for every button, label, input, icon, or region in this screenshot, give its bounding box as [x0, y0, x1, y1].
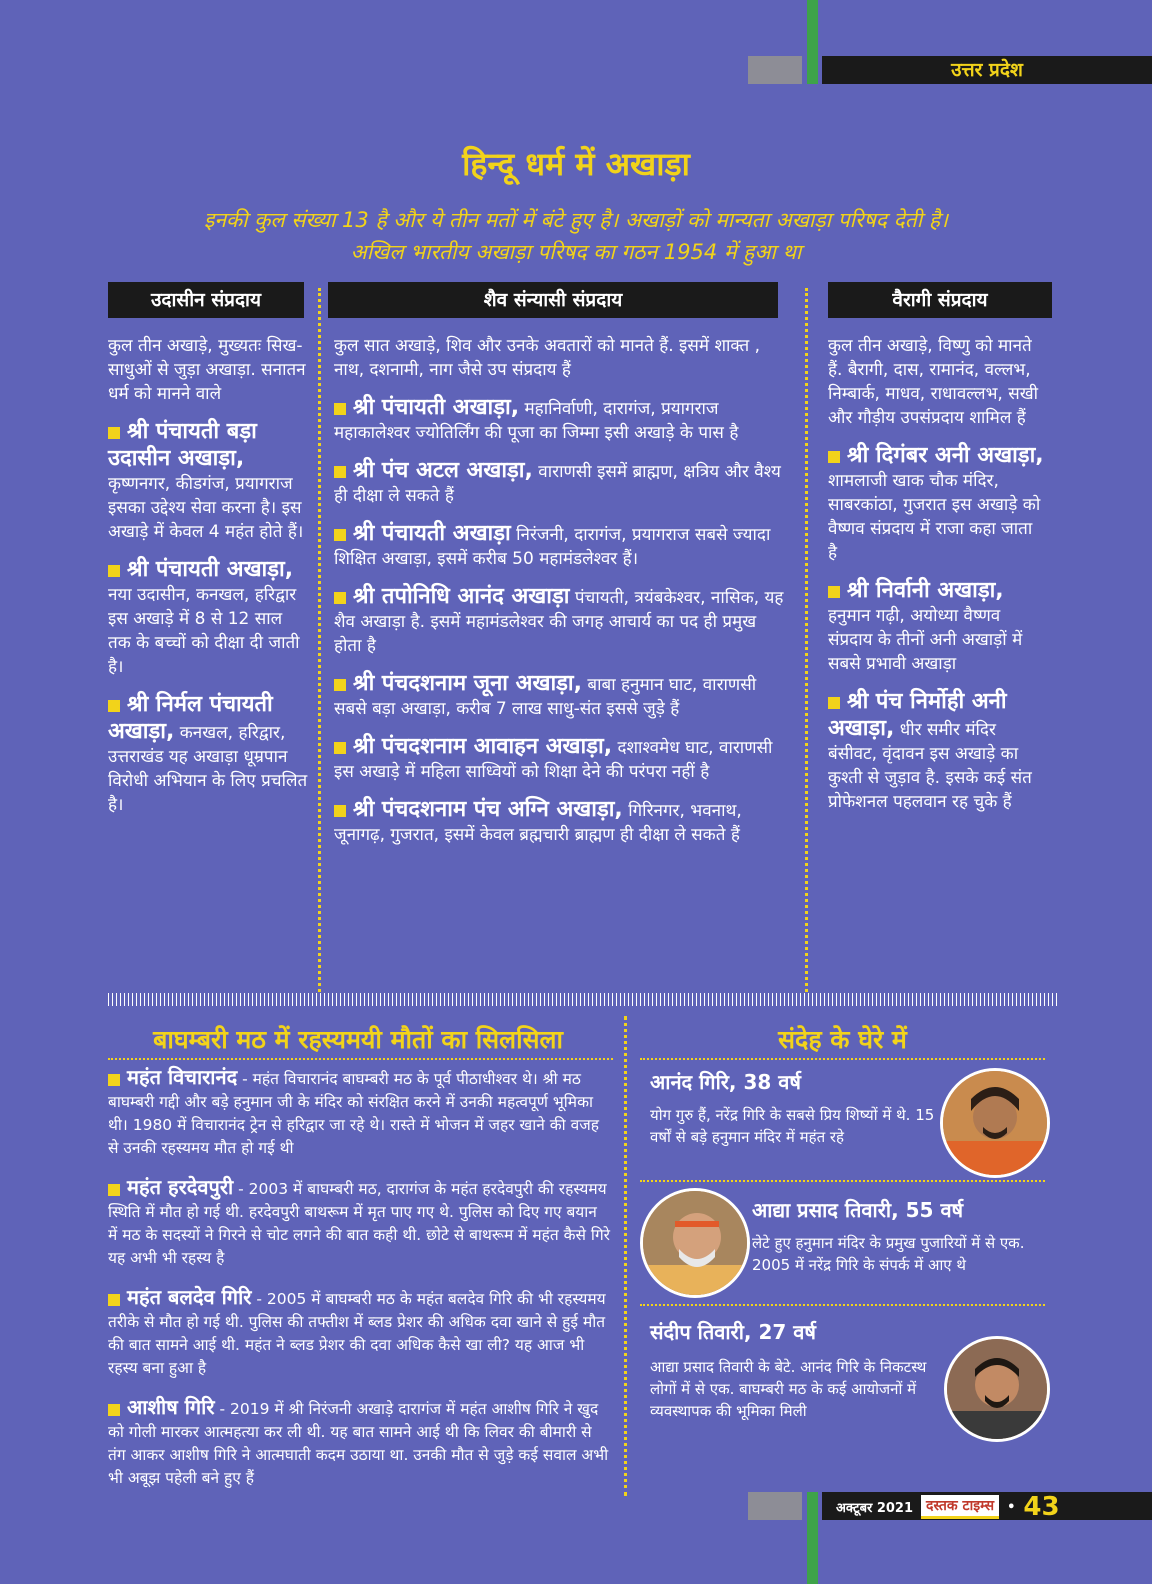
state-tag: उत्तर प्रदेश — [822, 56, 1152, 84]
magazine-logo: दस्तक टाइम्स — [921, 1495, 999, 1519]
shaiv-intro: कुल सात अखाड़े, शिव और उनके अवतारों को मानते हैं. इसमें शाक्त , नाथ, दशनामी, नाग जैसे उप संप्रदाय हैं — [334, 336, 761, 380]
akhada-item — [828, 577, 1046, 676]
death-name: महंत विचारानंद — [127, 1065, 238, 1089]
suspect-1-photo — [940, 1068, 1050, 1178]
suspect-1-name: आनंद गिरि, 38 वर्ष — [650, 1070, 801, 1094]
akhada-desc: बाबा हनुमान घाट, वाराणसी सबसे बड़ा अखाड़ा, करीब 7 लाख साधु-संत इससे जुड़े हैं — [334, 675, 757, 719]
akhada-item — [108, 691, 308, 817]
akhada-desc: धीर समीर मंदिर बंसीवट, वृंदावन इस अखाड़े का कुश्ती से जुड़ाव है. इसके कई संत प्रोफेशनल पहलवान रह चुके हैं — [828, 720, 1032, 812]
vairagi-column — [828, 334, 1046, 826]
akhada-desc: पंचायती, त्रयंबकेश्वर, नासिक, यह शैव अखाड़ा है. इसमें महामंडलेश्वर की जगह आचार्य का पद ही प्रमुख होता है — [334, 588, 784, 656]
page-number: 43 — [1023, 1492, 1060, 1522]
death-item — [108, 1284, 610, 1380]
suspect-rule-2 — [640, 1304, 1045, 1306]
bullet-square-icon — [334, 742, 346, 754]
bottom-divider — [624, 1016, 627, 1496]
suspect-3-name: संदीप तिवारी, 27 वर्ष — [650, 1320, 816, 1344]
bottom-green-bar — [807, 1492, 818, 1584]
akhada-desc: गिरिनगर, भवनाथ, जूनागढ़, गुजरात, इसमें केवल ब्रह्मचारी ब्राह्मण ही दीक्षा ले सकते हैं — [334, 801, 742, 845]
bullet-square-icon — [108, 565, 120, 577]
death-item — [108, 1394, 610, 1490]
bullet-square-icon — [108, 1294, 120, 1306]
akhada-desc: निरंजनी, दारागंज, प्रयागराज सबसे ज्यादा शिक्षित अखाड़ा, इसमें करीब 50 महामंडलेश्वर हैं। — [334, 525, 771, 569]
bullet-square-icon — [334, 679, 346, 691]
bullet-square-icon — [334, 466, 346, 478]
death-item — [108, 1174, 610, 1270]
bullet-square-icon — [828, 697, 840, 709]
deaths-title-rule — [108, 1058, 613, 1060]
akhada-name: श्री पंचायती बड़ा उदासीन अखाड़ा, — [108, 419, 257, 471]
shaiv-header: शैव संन्यासी संप्रदाय — [328, 282, 778, 318]
bullet-square-icon — [108, 700, 120, 712]
vairagi-intro: कुल तीन अखाड़े, विष्णु को मानते हैं. बैरागी, दास, रामानंद, वल्लभ, निम्बार्क, माधव, राधावल्लभ, सखी और गौड़ीय उपसंप्रदाय शामिल हैं — [828, 336, 1039, 428]
suspect-2-desc: लेटे हुए हनुमान मंदिर के प्रमुख पुजारियों में से एक. 2005 में नरेंद्र गिरि के संपर्क में आए थे — [752, 1234, 1025, 1274]
bullet-square-icon — [334, 403, 346, 415]
footer-gray-box — [748, 1492, 802, 1520]
suspect-rule-1 — [640, 1180, 1045, 1182]
akhada-item — [334, 520, 784, 571]
udasin-intro: कुल तीन अखाड़े, मुख्यतः सिख-साधुओं से जुड़ा अखाड़ा. सनातन धर्म को मानने वाले — [108, 336, 306, 404]
akhada-name: श्री पंचायती अखाड़ा, — [353, 395, 520, 420]
akhada-item — [828, 442, 1046, 565]
bullet-square-icon — [828, 586, 840, 598]
column-divider-2 — [805, 288, 808, 992]
shaiv-column — [334, 334, 784, 859]
intro-text — [100, 204, 1052, 268]
suspect-1-desc: योग गुरु हैं, नरेंद्र गिरि के सबसे प्रिय शिष्यों में थे. 15 वर्षों से बड़े हनुमान मंदिर में महंत रहे — [650, 1106, 935, 1146]
footer-bullet: • — [1007, 1499, 1016, 1515]
issue-date: अक्टूबर 2021 — [836, 1501, 914, 1516]
death-name: महंत बलदेव गिरि — [127, 1285, 252, 1309]
akhada-desc: शामलाजी खाक चौक मंदिर, साबरकांठा, गुजरात इस अखाड़े को वैष्णव संप्रदाय में राजा कहा जाता है — [828, 471, 1041, 563]
bullet-square-icon — [108, 1074, 120, 1086]
akhada-desc: कनखल, हरिद्वार, उत्तराखंड यह अखाड़ा धूम्रपान विरोधी अभियान के लिए प्रचलित है। — [108, 723, 308, 815]
akhada-item — [334, 733, 784, 784]
akhada-name: श्री पंचदशनाम जूना अखाड़ा, — [353, 671, 582, 696]
akhada-name: श्री तपोनिधि आनंद अखाड़ा — [353, 584, 570, 609]
akhada-desc: हनुमान गढ़ी, अयोध्या वैष्णव संप्रदाय के तीनों अनी अखाड़ों में सबसे प्रभावी अखाड़ा — [828, 606, 1023, 674]
death-item — [108, 1064, 610, 1160]
bullet-square-icon — [334, 592, 346, 604]
suspects-title-rule — [640, 1058, 1045, 1060]
suspect-2-name: आद्या प्रसाद तिवारी, 55 वर्ष — [752, 1198, 964, 1222]
akhada-item — [334, 796, 784, 847]
akhada-desc: वाराणसी इसमें ब्राह्मण, क्षत्रिय और वैश्य ही दीक्षा ले सकते हैं — [334, 462, 781, 506]
suspect-3-photo — [944, 1336, 1050, 1442]
akhada-name: श्री निर्मल पंचायती अखाड़ा, — [108, 692, 273, 744]
tick-separator — [108, 993, 1058, 1006]
akhada-desc: दशाश्वमेध घाट, वाराणसी इस अखाड़े में महिला साध्वियों को शिक्षा देने की परंपरा नहीं है — [334, 738, 773, 782]
column-divider-1 — [318, 288, 321, 992]
udasin-column — [108, 334, 308, 829]
intro-line-1: इनकी कुल संख्या 13 है और ये तीन मतों में बंटे हुए है। अखाड़ों को मान्यता अखाड़ा परिषद देती है। — [204, 208, 948, 232]
death-desc: - महंत विचारानंद बाघम्बरी मठ के पूर्व पीठाधीश्वर थे। श्री मठ बाघम्बरी गद्दी और बड़े हनुमान जी के मंदिर को संरक्षित करने में उनकी महत्वपूर्ण भूमिका थी। 1980 में विचारानंद ट्रेन से हरिद्वार जा रहे थे। रास्ते में भोजन में जहर खाने की वजह से उनकी रहस्यमय मौत हो गई थी — [108, 1070, 599, 1157]
akhada-name: श्री दिगंबर अनी अखाड़ा, — [847, 443, 1044, 468]
akhada-name: श्री पंच अटल अखाड़ा, — [353, 458, 533, 483]
portrait-icon — [947, 1339, 1047, 1439]
deaths-title: बाघम्बरी मठ में रहस्यमयी मौतों का सिलसिला — [153, 1025, 563, 1054]
page-title: हिन्दू धर्म में अखाड़ा — [462, 145, 690, 183]
akhada-item — [334, 670, 784, 721]
akhada-name: श्री पंचदशनाम आवाहन अखाड़ा, — [353, 734, 613, 759]
portrait-icon — [943, 1071, 1047, 1175]
suspects-title: संदेह के घेरे में — [778, 1025, 907, 1054]
bullet-square-icon — [108, 1404, 120, 1416]
akhada-item — [828, 688, 1046, 814]
top-green-bar — [807, 0, 818, 84]
bullet-square-icon — [334, 529, 346, 541]
akhada-name: श्री पंचदशनाम पंच अग्नि अखाड़ा, — [353, 797, 623, 822]
death-desc: - 2005 में बाघम्बरी मठ के महंत बलदेव गिरि की भी रहस्यमय तरीके से मौत हो गई थी. पुलिस की तफ्तीश में ब्लड प्रेशर की अधिक दवा खाने से हुई मौत की बात सामने आई थी. महंत ने ब्लड प्रेशर की दवा अधिक कैसे खा ली? यह आज भी रहस्य बना हुआ है — [108, 1290, 606, 1377]
suspect-2-photo — [640, 1188, 750, 1298]
akhada-item — [334, 457, 784, 508]
intro-line-2: अखिल भारतीय अखाड़ा परिषद का गठन 1954 में हुआ था — [350, 240, 802, 264]
akhada-item — [334, 583, 784, 658]
death-name: आशीष गिरि — [127, 1395, 215, 1419]
death-desc: - 2003 में बाघम्बरी मठ, दारागंज के महंत हरदेवपुरी की रहस्यमय स्थिति में मौत हो गई थी. हरदेवपुरी बाथरूम में मृत पाए गए थे. पुलिस को दिए गए बयान में मठ के सदस्यों ने गिरने से चोट लगने की बात कही थी. छोटे से बाथरूम में महंत कैसे गिरे यह अभी भी रहस्य है — [108, 1180, 611, 1267]
akhada-desc: नया उदासीन, कनखल, हरिद्वार इस अखाड़े में 8 से 12 साल तक के बच्चों को दीक्षा दी जाती है। — [108, 585, 300, 677]
bullet-square-icon — [108, 1184, 120, 1196]
footer-content — [836, 1492, 1060, 1522]
vairagi-header: वैरागी संप्रदाय — [828, 282, 1052, 318]
akhada-name: श्री पंच निर्मोही अनी अखाड़ा, — [828, 689, 1007, 741]
akhada-desc: कृष्णनगर, कीडगंज, प्रयागराज इसका उद्देश्य सेवा करना है। इस अखाड़े में केवल 4 महंत होते हैं। — [108, 474, 304, 542]
akhada-name: श्री पंचायती अखाड़ा — [353, 521, 511, 546]
deaths-list — [108, 1064, 610, 1504]
udasin-header: उदासीन संप्रदाय — [108, 282, 304, 318]
akhada-name: श्री पंचायती अखाड़ा, — [127, 557, 294, 582]
top-gray-box — [748, 56, 802, 84]
akhada-item — [108, 418, 308, 544]
death-desc: - 2019 में श्री निरंजनी अखाड़े दारागंज में महंत आशीष गिरि ने खुद को गोली मारकर आत्महत्या कर ली थी. यह बात सामने आई थी कि लिवर की बीमारी से तंग आकर आशीष गिरि ने आत्मघाती कदम उठाया था. उनकी मौत से जुड़े कई सवाल अभी भी अबूझ पहेली बने हुए हैं — [108, 1400, 609, 1487]
suspect-3-desc: आद्या प्रसाद तिवारी के बेटे. आनंद गिरि के निकटस्थ लोगों में से एक. बाघम्बरी मठ के कई आयोजनों में व्यवस्थापक की भूमिका मिली — [650, 1358, 927, 1420]
akhada-item — [334, 394, 784, 445]
death-name: महंत हरदेवपुरी — [127, 1175, 234, 1199]
akhada-item — [108, 556, 308, 679]
bullet-square-icon — [108, 427, 120, 439]
portrait-icon — [643, 1191, 747, 1295]
bullet-square-icon — [334, 805, 346, 817]
akhada-name: श्री निर्वानी अखाड़ा, — [847, 578, 1004, 603]
bullet-square-icon — [828, 451, 840, 463]
akhada-desc: महानिर्वाणी, दारागंज, प्रयागराज महाकालेश्वर ज्योतिर्लिंग की पूजा का जिम्मा इसी अखाड़े के पास है — [334, 399, 739, 443]
